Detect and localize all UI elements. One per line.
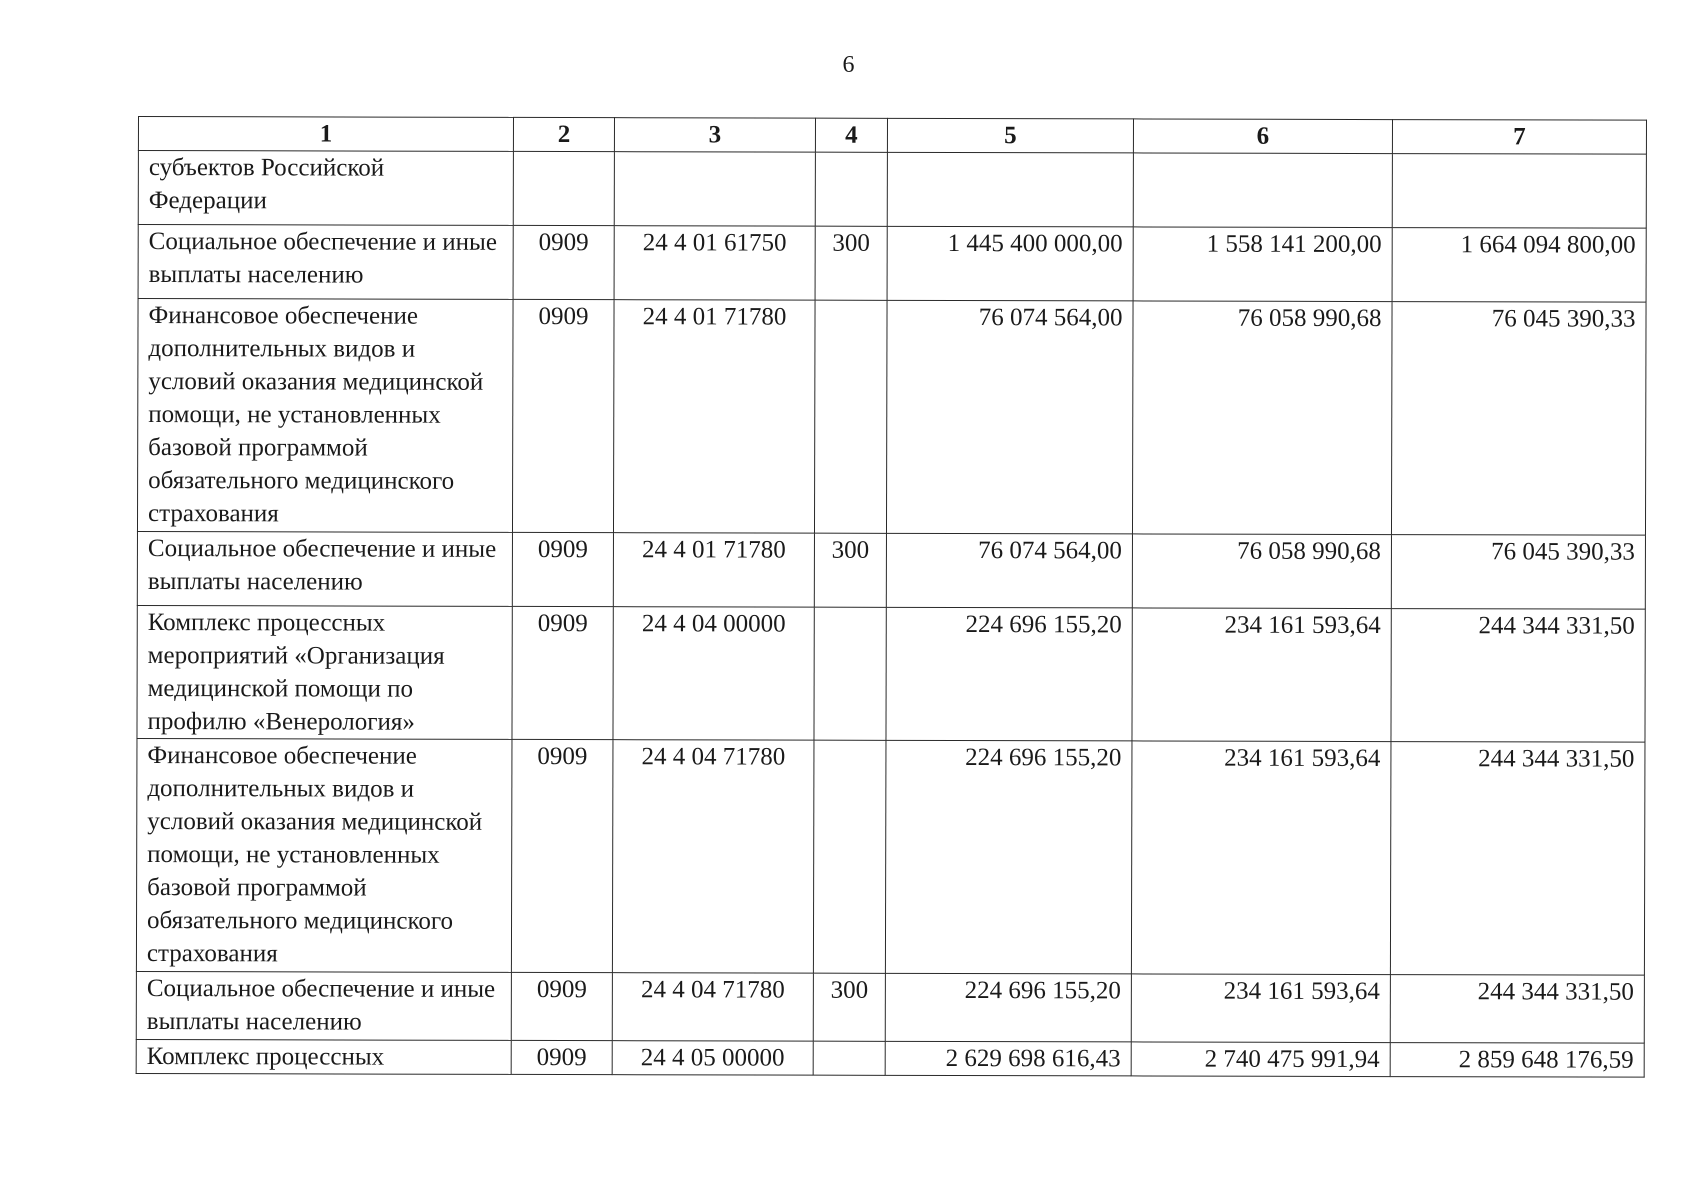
amount-cell: 2 859 648 176,59 (1390, 1043, 1644, 1078)
expense-type-cell (813, 1041, 885, 1075)
target-code-cell: 24 4 01 71780 (613, 300, 815, 533)
expense-type-cell (815, 152, 887, 226)
row-name-cell: Социальное обеспечение и иные выплаты населению (137, 532, 512, 607)
amount-cell: 76 045 390,33 (1391, 302, 1646, 536)
amount-cell: 244 344 331,50 (1390, 975, 1644, 1044)
column-header: 2 (513, 117, 614, 151)
target-code-cell: 24 4 04 71780 (612, 973, 813, 1041)
amount-cell: 1 558 141 200,00 (1133, 227, 1392, 302)
amount-cell (1133, 153, 1392, 228)
row-name-cell: Комплекс процессных (136, 1039, 511, 1074)
target-code-cell: 24 4 01 61750 (614, 226, 815, 300)
section-code-cell: 0909 (511, 739, 613, 972)
amount-cell: 224 696 155,20 (885, 740, 1132, 974)
amount-cell: 234 161 593,64 (1132, 608, 1391, 742)
section-code-cell: 0909 (512, 299, 614, 532)
amount-cell: 76 045 390,33 (1391, 535, 1645, 610)
target-code-cell (614, 152, 815, 226)
section-code-cell: 0909 (513, 225, 614, 299)
target-code-cell: 24 4 04 71780 (612, 740, 814, 973)
row-name-cell: Комплекс процессных мероприятий «Организация медицинской помощи по профилю «Венерология» (137, 605, 512, 739)
table-row (138, 225, 1646, 303)
amount-cell: 244 344 331,50 (1391, 609, 1645, 743)
page-number: 6 (842, 52, 855, 78)
column-header: 4 (815, 118, 887, 152)
expense-type-cell (814, 300, 887, 533)
amount-cell: 2 629 698 616,43 (885, 1041, 1131, 1076)
table-row (136, 971, 1644, 1043)
table-row (137, 299, 1646, 536)
column-header: 1 (138, 117, 513, 152)
column-header: 3 (614, 118, 815, 152)
amount-cell: 76 074 564,00 (886, 533, 1132, 608)
amount-cell: 224 696 155,20 (885, 973, 1131, 1042)
section-code-cell: 0909 (512, 606, 613, 739)
amount-cell: 224 696 155,20 (886, 607, 1132, 741)
amount-cell: 234 161 593,64 (1131, 741, 1391, 975)
expense-type-cell: 300 (815, 226, 887, 300)
amount-cell: 2 740 475 991,94 (1131, 1042, 1390, 1077)
amount-cell: 1 445 400 000,00 (887, 226, 1133, 301)
amount-cell: 1 664 094 800,00 (1392, 228, 1646, 303)
amount-cell (887, 152, 1133, 227)
row-name-cell: субъектов Российской Федерации (138, 151, 513, 226)
amount-cell (1392, 154, 1646, 229)
budget-table (136, 116, 1647, 1078)
section-code-cell: 0909 (511, 1040, 612, 1074)
target-code-cell: 24 4 05 00000 (612, 1041, 813, 1075)
column-header: 6 (1133, 119, 1392, 154)
section-code-cell (513, 151, 614, 225)
table-row (138, 151, 1646, 229)
section-code-cell: 0909 (511, 972, 612, 1040)
target-code-cell: 24 4 04 00000 (613, 607, 814, 740)
column-header: 5 (887, 118, 1133, 153)
expense-type-cell: 300 (813, 973, 885, 1041)
table-row (137, 532, 1645, 610)
row-name-cell: Финансовое обеспечение дополнительных видов и условий оказания медицинской помощи, не установленных базовой программой обязательного медицинского страхования (136, 738, 512, 972)
table-row (136, 1039, 1644, 1077)
table-row (137, 605, 1645, 742)
amount-cell: 76 058 990,68 (1132, 301, 1392, 535)
row-name-cell: Социальное обеспечение и иные выплаты населению (136, 971, 511, 1040)
amount-cell: 76 074 564,00 (886, 300, 1133, 534)
amount-cell: 76 058 990,68 (1132, 534, 1391, 609)
section-code-cell: 0909 (512, 532, 613, 606)
expense-type-cell (814, 607, 886, 740)
target-code-cell: 24 4 01 71780 (613, 533, 814, 607)
amount-cell: 234 161 593,64 (1131, 974, 1390, 1043)
table-row (136, 738, 1645, 975)
header-row (138, 117, 1646, 155)
row-name-cell: Финансовое обеспечение дополнительных видов и условий оказания медицинской помощи, не установленных базовой программой обязательного медицинского страхования (137, 299, 513, 533)
row-name-cell: Социальное обеспечение и иные выплаты населению (138, 225, 513, 300)
expense-type-cell: 300 (814, 533, 886, 607)
amount-cell: 244 344 331,50 (1390, 742, 1645, 976)
column-header: 7 (1392, 120, 1646, 155)
expense-type-cell (813, 740, 886, 973)
